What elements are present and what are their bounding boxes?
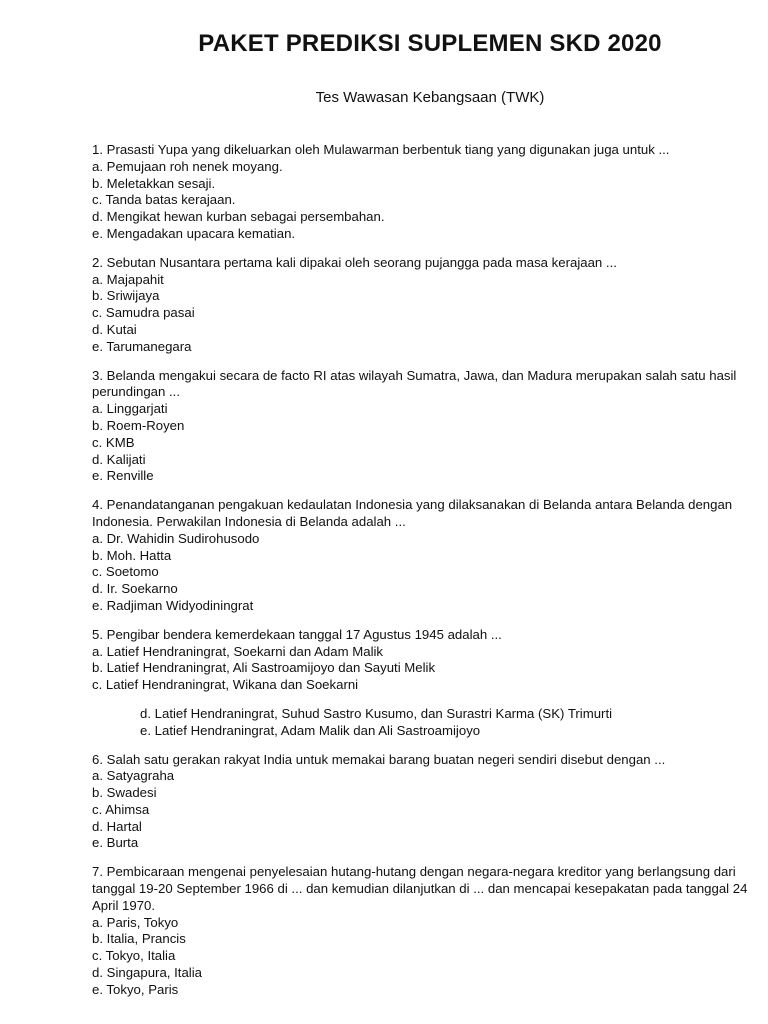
option-list (92, 401, 760, 485)
indented-option-list (92, 706, 760, 740)
option-b: b. Sriwijaya (92, 288, 160, 304)
option-c: c. Tokyo, Italia (92, 948, 176, 964)
option-a: a. Satyagraha (92, 768, 175, 784)
option-d: d. Latief Hendraningrat, Suhud Sastro Kusumo, dan Surastri Karma (SK) Trimurti (140, 705, 613, 721)
option-list (92, 531, 760, 615)
option-e: e. Mengadakan upacara kematian. (92, 225, 296, 241)
option-b: b. Italia, Prancis (92, 931, 186, 947)
option-d: d. Mengikat hewan kurban sebagai persembahan. (92, 209, 385, 225)
question-3 (92, 368, 760, 486)
option-e: e. Latief Hendraningrat, Adam Malik dan Ali Sastroamijoyo (140, 722, 481, 738)
question-5 (92, 627, 760, 740)
option-b: b. Meletakkan sesaji. (92, 175, 216, 191)
option-c: c. KMB (92, 434, 135, 450)
question-2 (92, 255, 760, 356)
option-a: a. Majapahit (92, 271, 164, 287)
option-e: e. Burta (92, 835, 139, 851)
option-c: c. Samudra pasai (92, 305, 195, 321)
question-6 (92, 752, 760, 853)
option-e: e. Tarumanegara (92, 338, 192, 354)
option-a: a. Latief Hendraningrat, Soekarni dan Adam Malik (92, 643, 384, 659)
option-b: b. Moh. Hatta (92, 547, 172, 563)
question-text: 3. Belanda mengakui secara de facto RI atas wilayah Sumatra, Jawa, dan Madura merupakan salah satu hasil perundingan ... (92, 367, 737, 400)
question-4 (92, 497, 760, 615)
option-d: d. Singapura, Italia (92, 965, 202, 981)
option-e: e. Renville (92, 468, 154, 484)
question-text: 4. Penandatanganan pengakuan kedaulatan Indonesia yang dilaksanakan di Belanda antara Belanda dengan Indonesia. Perwakilan Indonesia di Belanda adalah ... (92, 497, 733, 529)
question-7 (92, 864, 760, 998)
option-c: c. Soetomo (92, 564, 159, 580)
option-a: a. Dr. Wahidin Sudirohusodo (92, 530, 260, 546)
question-text: 2. Sebutan Nusantara pertama kali dipakai oleh seorang pujangga pada masa kerajaan ... (92, 254, 617, 270)
option-d: d. Kutai (92, 321, 137, 337)
option-list (92, 272, 760, 356)
option-b: b. Roem-Royen (92, 417, 185, 433)
option-e: e. Radjiman Widyodiningrat (92, 597, 254, 613)
question-text: 1. Prasasti Yupa yang dikeluarkan oleh Mulawarman berbentuk tiang yang digunakan juga untuk ... (92, 142, 670, 157)
option-e: e. Tokyo, Paris (92, 981, 179, 997)
option-b: b. Swadesi (92, 785, 157, 801)
option-c: c. Tanda batas kerajaan. (92, 192, 236, 208)
question-text: 7. Pembicaraan mengenai penyelesaian hutang-hutang dengan negara-negara kreditor yang berlangsung dari tanggal 19-20 September 1966 di ... dan kemudian dilanjutkan di ... dan mencapai kesepakatan pada tanggal 24 April 1970. (92, 864, 748, 913)
option-list (92, 644, 760, 694)
question-1 (92, 142, 760, 243)
option-a: a. Pemujaan roh nenek moyang. (92, 158, 283, 174)
option-c: c. Latief Hendraningrat, Wikana dan Soekarni (92, 677, 359, 693)
option-d: d. Kalijati (92, 451, 146, 467)
option-c: c. Ahimsa (92, 801, 150, 817)
option-list (92, 159, 760, 243)
option-b: b. Latief Hendraningrat, Ali Sastroamijoyo dan Sayuti Melik (92, 660, 436, 676)
option-a: a. Paris, Tokyo (92, 914, 179, 930)
question-text: 6. Salah satu gerakan rakyat India untuk memakai barang buatan negeri sendiri disebut dengan ... (92, 751, 666, 767)
page-title: PAKET PREDIKSI SUPLEMEN SKD 2020 (198, 30, 662, 57)
option-list (92, 768, 760, 852)
question-text: 5. Pengibar bendera kemerdekaan tanggal 17 Agustus 1945 adalah ... (92, 626, 502, 642)
option-a: a. Linggarjati (92, 401, 168, 417)
page-subtitle: Tes Wawasan Kebangsaan (TWK) (315, 89, 545, 106)
option-d: d. Hartal (92, 818, 142, 834)
option-list (92, 915, 760, 999)
question-list (92, 142, 760, 1011)
option-d: d. Ir. Soekarno (92, 581, 178, 597)
